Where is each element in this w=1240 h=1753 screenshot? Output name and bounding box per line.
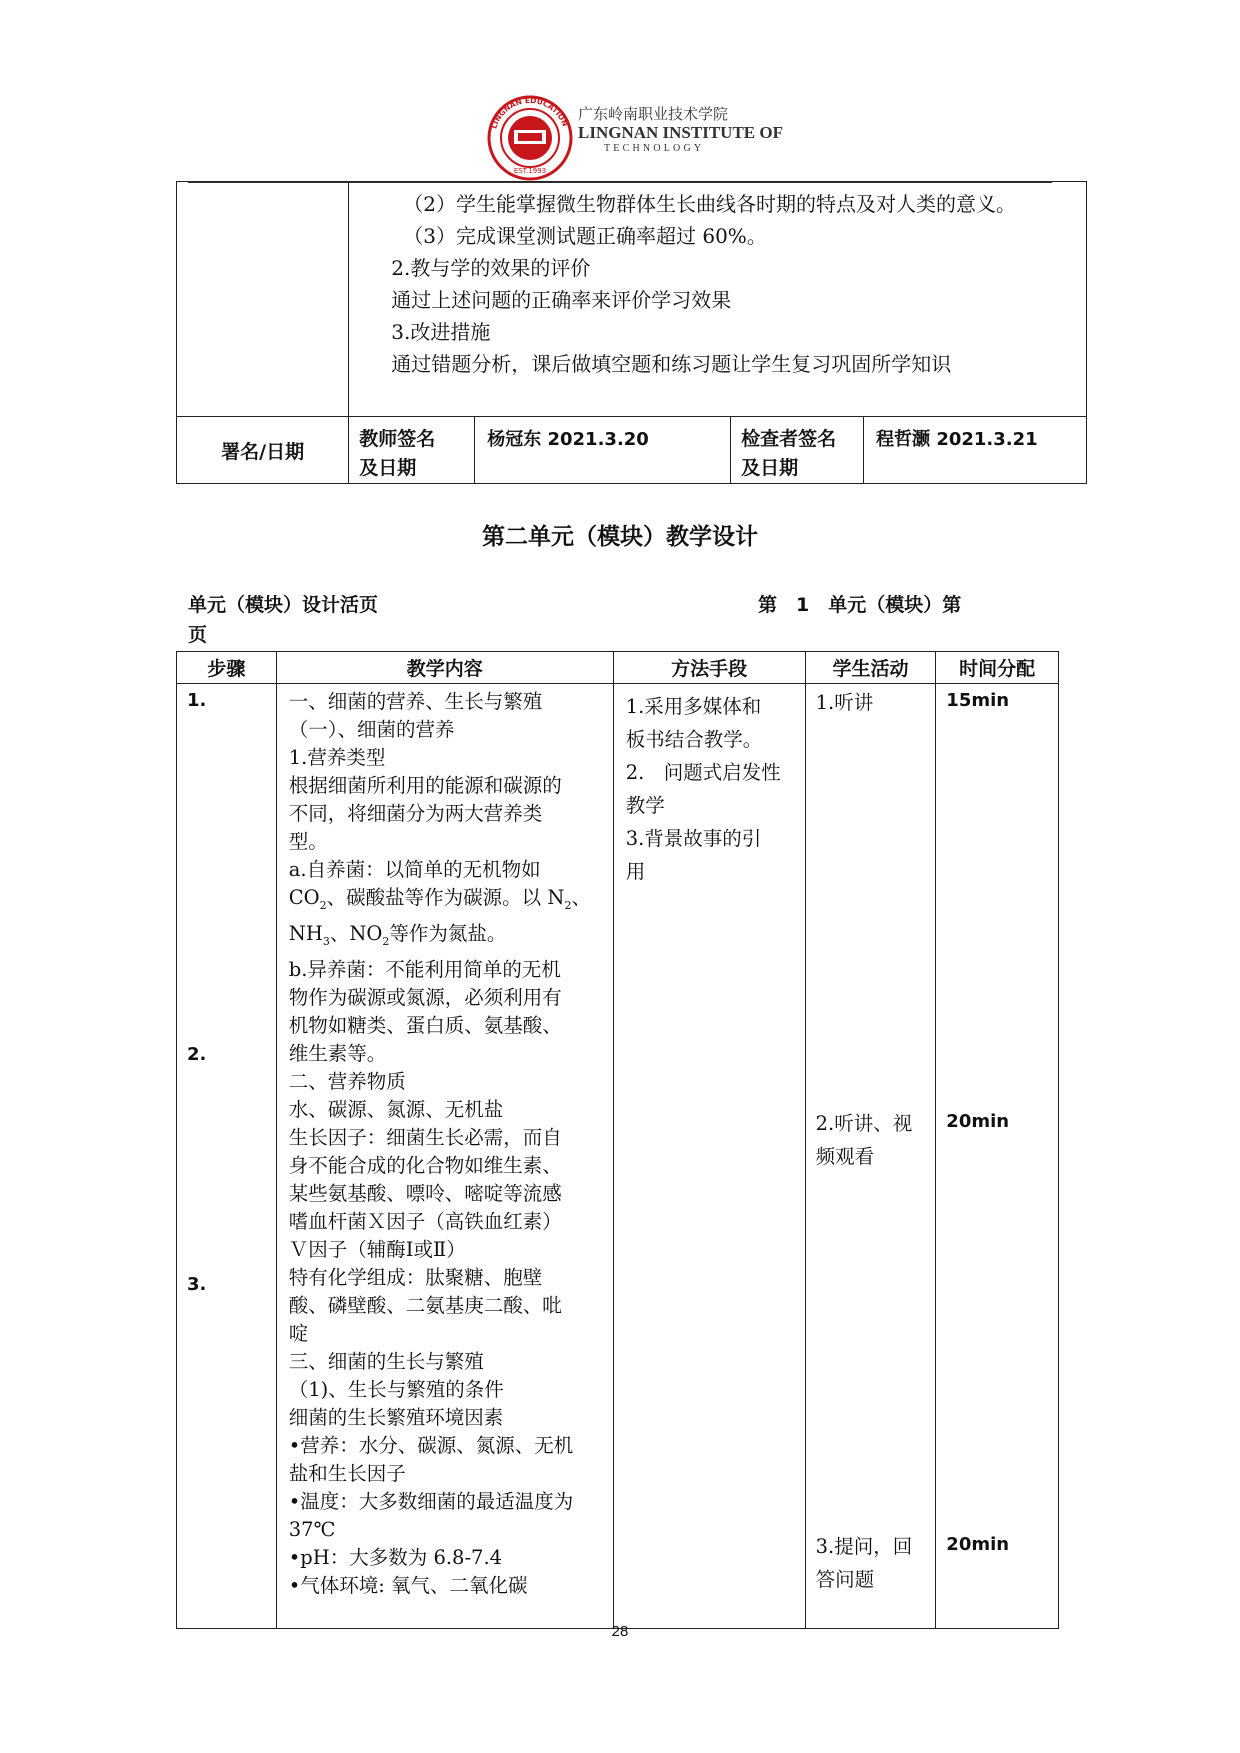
content-line: 水、碳源、氮源、无机盐 (288, 1097, 504, 1121)
content-line: 1.营养类型 (288, 746, 386, 769)
method-line: 1.采用多媒体和 (625, 695, 762, 718)
checker-sign-value: 程哲灏 2021.3.21 (864, 417, 1087, 484)
activity-page-label: 单元（模块）设计活页 (188, 594, 379, 616)
content-line: （一）、细菌的营养 (288, 718, 455, 741)
content-line: a.自养菌：以简单的无机物如 (288, 858, 541, 881)
method-line: 3.背景故事的引 (625, 827, 762, 850)
content-line: 二、营养物质 (288, 1069, 406, 1093)
content-line: 酸、磷壁酸、二氨基庚二酸、吡 (288, 1293, 562, 1317)
teacher-sign-value: 杨冠东 2021.3.20 (475, 417, 731, 484)
checker-sign-label: 检查者签名 及日期 (731, 417, 864, 484)
student-activity: 2.听讲、视 频观看 (815, 1112, 913, 1168)
unit-page-indicator-wrap: 页 (188, 624, 208, 646)
header-method: 方法手段 (613, 652, 805, 684)
content-line: 啶 (288, 1321, 309, 1345)
content-line: 一、细菌的营养、生长与繁殖 (288, 690, 543, 713)
method-line: 板书结合教学。 (625, 728, 763, 751)
evaluation-line: 通过上述问题的正确率来评价学习效果 (391, 288, 732, 312)
content-line: •营养：水分、碳源、氮源、无机 (288, 1433, 574, 1457)
content-line: 物作为碳源或氮源，必须利用有 (288, 985, 562, 1009)
activity-cell (805, 684, 936, 1629)
teacher-sign-label: 教师签名 及日期 (349, 417, 475, 484)
method-line: 教学 (625, 794, 665, 817)
method-line: 用 (625, 860, 646, 883)
content-line: 根据细菌所利用的能源和碳源的 (288, 774, 562, 797)
content-line: 机物如糖类、蛋白质、氨基酸、 (288, 1013, 562, 1037)
evaluation-table (176, 181, 1087, 484)
step-number: 3. (187, 1274, 207, 1295)
school-name-cn: 广东岭南职业技术学院 (578, 105, 729, 123)
content-line: 三、细菌的生长与繁殖 (288, 1349, 484, 1373)
content-line: 特有化学组成：肽聚糖、胞壁 (288, 1265, 543, 1289)
time-allocation: 20min (946, 1111, 1010, 1132)
unit-title: 第二单元（模块）教学设计 (482, 524, 758, 550)
school-name-en-line2: TECHNOLOGY (604, 142, 705, 154)
step-number: 2. (187, 1044, 207, 1065)
content-line-formula: $NH_3$、$NO_2$等作为氮盐。 (288, 921, 507, 948)
evaluation-line: （3）完成课堂测试题正确率超过 60%。 (403, 224, 767, 248)
student-activity: 3.提问，回 答问题 (815, 1535, 913, 1591)
evaluation-line: 2.教与学的效果的评价 (391, 256, 591, 280)
evaluation-line: （2）学生能掌握微生物群体生长曲线各时期的特点及对人类的意义。 (403, 192, 1017, 216)
time-allocation: 20min (946, 1534, 1010, 1555)
content-line: •气体环境: 氧气、二氧化碳 (288, 1573, 528, 1597)
content-line: Ｖ因子（辅酶Ⅰ或Ⅱ） (288, 1237, 466, 1261)
content-line: b.异养菌：不能利用简单的无机 (288, 957, 561, 981)
content-line: 型。 (288, 830, 328, 853)
header-content: 教学内容 (276, 652, 613, 684)
content-line-formula: $CO_2$、碳酸盐等作为碳源。以 $N_2$、 (288, 886, 591, 912)
header-time: 时间分配 (936, 652, 1059, 684)
method-cell (613, 684, 805, 1629)
evaluation-line: 3.改进措施 (391, 320, 491, 344)
steps-cell (177, 684, 277, 1629)
unit-page-indicator: 第 1 单元（模块）第 (758, 594, 962, 616)
content-line: 生长因子：细菌生长必需，而自 (288, 1125, 562, 1149)
content-line: 盐和生长因子 (288, 1461, 406, 1485)
content-line: •pH：大多数为 6.8-7.4 (288, 1545, 503, 1569)
school-name-en-line1: LINGNAN INSTITUTE OF (578, 123, 783, 143)
content-line: 不同，将细菌分为两大营养类 (288, 802, 543, 825)
sign-row-label: 署名/日期 (177, 417, 349, 484)
evaluation-line: 通过错题分析，课后做填空题和练习题让学生复习巩固所学知识 (391, 352, 952, 376)
content-line: 某些氨基酸、嘌呤、嘧啶等流感 (288, 1181, 562, 1205)
page-number: 28 (611, 1623, 629, 1640)
school-logo (486, 94, 574, 182)
content-cell (276, 684, 613, 1629)
content-line: 37℃ (288, 1517, 336, 1541)
content-line: 细菌的生长繁殖环境因素 (288, 1405, 504, 1429)
teaching-plan-table (176, 651, 1059, 1629)
time-allocation: 15min (946, 690, 1010, 711)
evaluation-label-cell (177, 182, 349, 417)
content-line: 嗜血杆菌Ｘ因子（高铁血红素） (288, 1209, 562, 1233)
header-activity: 学生活动 (805, 652, 936, 684)
content-line: 身不能合成的化合物如维生素、 (288, 1153, 562, 1177)
school-name-block (578, 106, 783, 154)
svg-text:LINGNAN EDUCATION: LINGNAN EDUCATION (489, 95, 570, 130)
student-activity: 1.听讲 (815, 691, 874, 714)
step-number: 1. (187, 690, 207, 711)
header-step: 步骤 (177, 652, 277, 684)
content-line: （1)、生长与繁殖的条件 (288, 1377, 504, 1401)
content-line: •温度：大多数细菌的最适温度为 (288, 1489, 574, 1513)
svg-text:EST.1993: EST.1993 (513, 167, 547, 175)
content-line: 维生素等。 (288, 1041, 387, 1065)
evaluation-content (349, 182, 1087, 417)
method-line: 2. 问题式启发性 (625, 761, 781, 784)
time-cell (936, 684, 1059, 1629)
